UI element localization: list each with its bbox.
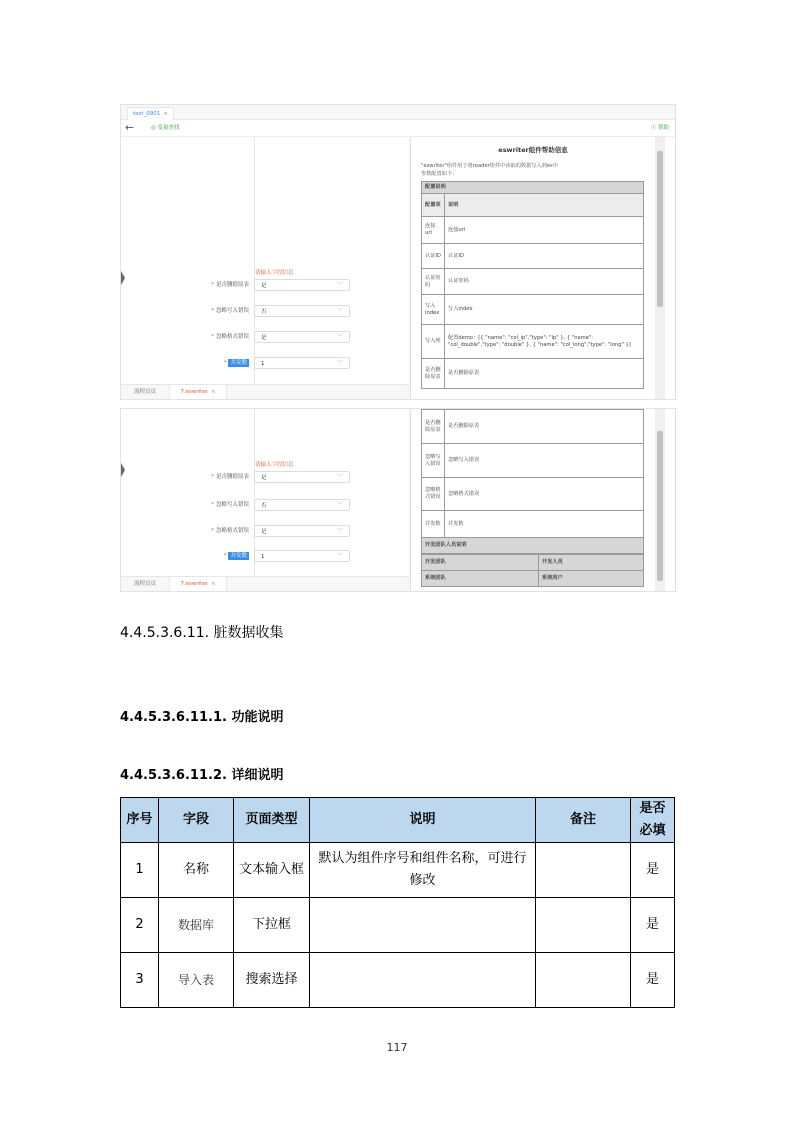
help-config-table (421, 409, 644, 554)
header-cell: 是否必填 (631, 798, 675, 843)
chevron-down-icon: ﹀ (336, 474, 343, 481)
subsection-heading-function: 4.4.5.3.6.11.1. 功能说明 (120, 710, 284, 725)
close-icon[interactable]: × (210, 389, 216, 395)
cell: 是 (631, 843, 675, 898)
config-key: 是否删除原表 (422, 410, 445, 444)
field-label: * 忽略格式错误 (211, 528, 249, 534)
toolbar (121, 120, 675, 137)
screenshot-top (120, 104, 676, 400)
arrow-left-icon[interactable]: ← (125, 121, 135, 134)
scrollbar-thumb[interactable] (657, 151, 663, 307)
table-row (121, 843, 675, 898)
chevron-down-icon: ﹀ (336, 282, 343, 289)
field-label: * 并发数 (223, 360, 247, 366)
header-cell: 备注 (536, 798, 631, 843)
cell (536, 953, 631, 1008)
chevron-down-icon: ﹀ (336, 528, 343, 535)
screenshot-bottom (120, 408, 676, 592)
tab-flow-home[interactable]: 流程首页 (133, 581, 156, 587)
header-cell: 说明 (310, 798, 536, 843)
cell: 文本输入框 (234, 843, 310, 898)
header-cell: 序号 (121, 798, 159, 843)
field-label: * 忽略写入错误 (211, 308, 249, 314)
field-hint: 请输入字段信息 (255, 462, 294, 468)
tab-flow-home[interactable]: 流程首页 (133, 389, 156, 395)
config-desc: 认证ID (445, 244, 644, 269)
config-key: 是否删除原表 (422, 359, 445, 389)
tab-label: test_0901 (133, 111, 161, 117)
team-cell: 开发团队 (422, 555, 539, 571)
tab-bar (121, 105, 675, 120)
tab-test[interactable] (127, 107, 174, 120)
team-section-header: 开发团队人员说明 (422, 538, 644, 554)
config-key: 认证密码 (422, 269, 445, 295)
tab-eswriter[interactable]: 7.eswriter × (169, 577, 227, 591)
config-key: 并发数 (422, 511, 445, 538)
help-config-table (421, 181, 644, 389)
help-panel (410, 137, 665, 399)
help-button[interactable]: ⓘ 帮助 (650, 125, 669, 131)
config-desc: 是否删除原表 (445, 359, 644, 389)
subsection-heading-detail: 4.4.5.3.6.11.2. 详细说明 (120, 768, 284, 783)
chevron-down-icon: ﹀ (336, 308, 343, 315)
field-label: * 忽略写入错误 (211, 502, 249, 508)
cell: 2 (121, 898, 159, 953)
divider (254, 136, 255, 384)
header-cell: 字段 (159, 798, 234, 843)
field-label: * 并发数 (223, 553, 247, 559)
team-cell: 开发人员 (539, 555, 644, 571)
field-hint: 请输入字段信息 (255, 270, 294, 276)
cell: 下拉框 (234, 898, 310, 953)
close-icon[interactable]: × (210, 581, 216, 587)
variable-search-button[interactable]: ◎ 变量查找 (151, 125, 180, 131)
delete-source-select[interactable]: 是 ﹀ (254, 471, 350, 483)
cell: 默认为组件序号和组件名称，可进行修改 (310, 843, 536, 898)
field-label: * 是否删除原表 (211, 474, 249, 480)
config-section-header: 配置说明 (422, 182, 644, 194)
config-key: 连接url (422, 217, 445, 244)
ignore-format-error-select[interactable]: 是 ﹀ (254, 525, 350, 537)
team-cell: 系统用户 (539, 571, 644, 587)
config-desc: 忽略写入错误 (445, 444, 644, 478)
help-panel (410, 409, 665, 591)
tab-close-icon[interactable]: × (163, 111, 168, 117)
cell: 是 (631, 953, 675, 1008)
bottom-tabs (121, 576, 409, 591)
cell: 数据库 (159, 898, 234, 953)
table-row (121, 898, 675, 953)
page-number: 117 (386, 1041, 408, 1054)
concurrency-select[interactable]: 1 ﹀ (254, 357, 350, 369)
field-label: * 忽略格式错误 (211, 334, 249, 340)
config-desc: 写入index (445, 295, 644, 325)
header-cell: 页面类型 (234, 798, 310, 843)
cell: 1 (121, 843, 159, 898)
chevron-down-icon: ﹀ (336, 502, 343, 509)
ignore-write-error-select[interactable]: 否 ﹀ (254, 305, 350, 317)
cell: 名称 (159, 843, 234, 898)
col-header: 说明 (445, 194, 644, 217)
help-panel-title: eswriter组件帮助信息 (498, 146, 568, 154)
ignore-write-error-select[interactable]: 否 ﹀ (254, 499, 350, 511)
config-desc: 认证密码 (445, 269, 644, 295)
config-key: 忽略格式错误 (422, 478, 445, 511)
config-key: 认证ID (422, 244, 445, 269)
cell (536, 843, 631, 898)
bottom-tabs (121, 384, 409, 399)
concurrency-select[interactable]: 1 ﹀ (254, 550, 350, 562)
cell (310, 953, 536, 1008)
cell: 是 (631, 898, 675, 953)
config-key: 写入index (422, 295, 445, 325)
scrollbar[interactable] (655, 137, 665, 399)
cell (310, 898, 536, 953)
tab-eswriter[interactable]: 7.eswriter × (169, 385, 227, 399)
config-key: 写入列 (422, 325, 445, 359)
section-heading: 4.4.5.3.6.11. 脏数据收集 (120, 625, 284, 641)
col-header: 配置项 (422, 194, 445, 217)
config-desc: 忽略格式错误 (445, 478, 644, 511)
cell: 搜索选择 (234, 953, 310, 1008)
table-row (121, 953, 675, 1008)
config-key: 忽略写入错误 (422, 444, 445, 478)
scrollbar[interactable] (655, 409, 665, 591)
help-panel-description: "eswriter"组件用于将reader组件中读取的数据写入到es中 参数配置如下： (421, 163, 558, 177)
config-desc: 连接url (445, 217, 644, 244)
team-cell: 系统团队 (422, 571, 539, 587)
config-desc: 配置demo：[{ "name": "col_ip","type": "ip" }, { "name": "col_double","type": "double" }, { "name": "col_long","type": "long" }] (445, 325, 644, 359)
cell: 3 (121, 953, 159, 1008)
scrollbar-thumb[interactable] (657, 431, 663, 581)
config-desc: 并发数 (445, 511, 644, 538)
cell: 导入表 (159, 953, 234, 1008)
ignore-format-error-select[interactable]: 是 ﹀ (254, 331, 350, 343)
table-header-row (121, 798, 675, 843)
chevron-down-icon: ﹀ (336, 360, 343, 367)
chevron-down-icon: ﹀ (336, 334, 343, 341)
team-table (421, 554, 644, 587)
config-desc: 是否删除原表 (445, 410, 644, 444)
field-detail-table (120, 797, 675, 1008)
field-label: * 是否删除原表 (211, 282, 249, 288)
chevron-down-icon: ﹀ (336, 553, 343, 560)
delete-source-select[interactable]: 是 ﹀ (254, 279, 350, 291)
cell (536, 898, 631, 953)
